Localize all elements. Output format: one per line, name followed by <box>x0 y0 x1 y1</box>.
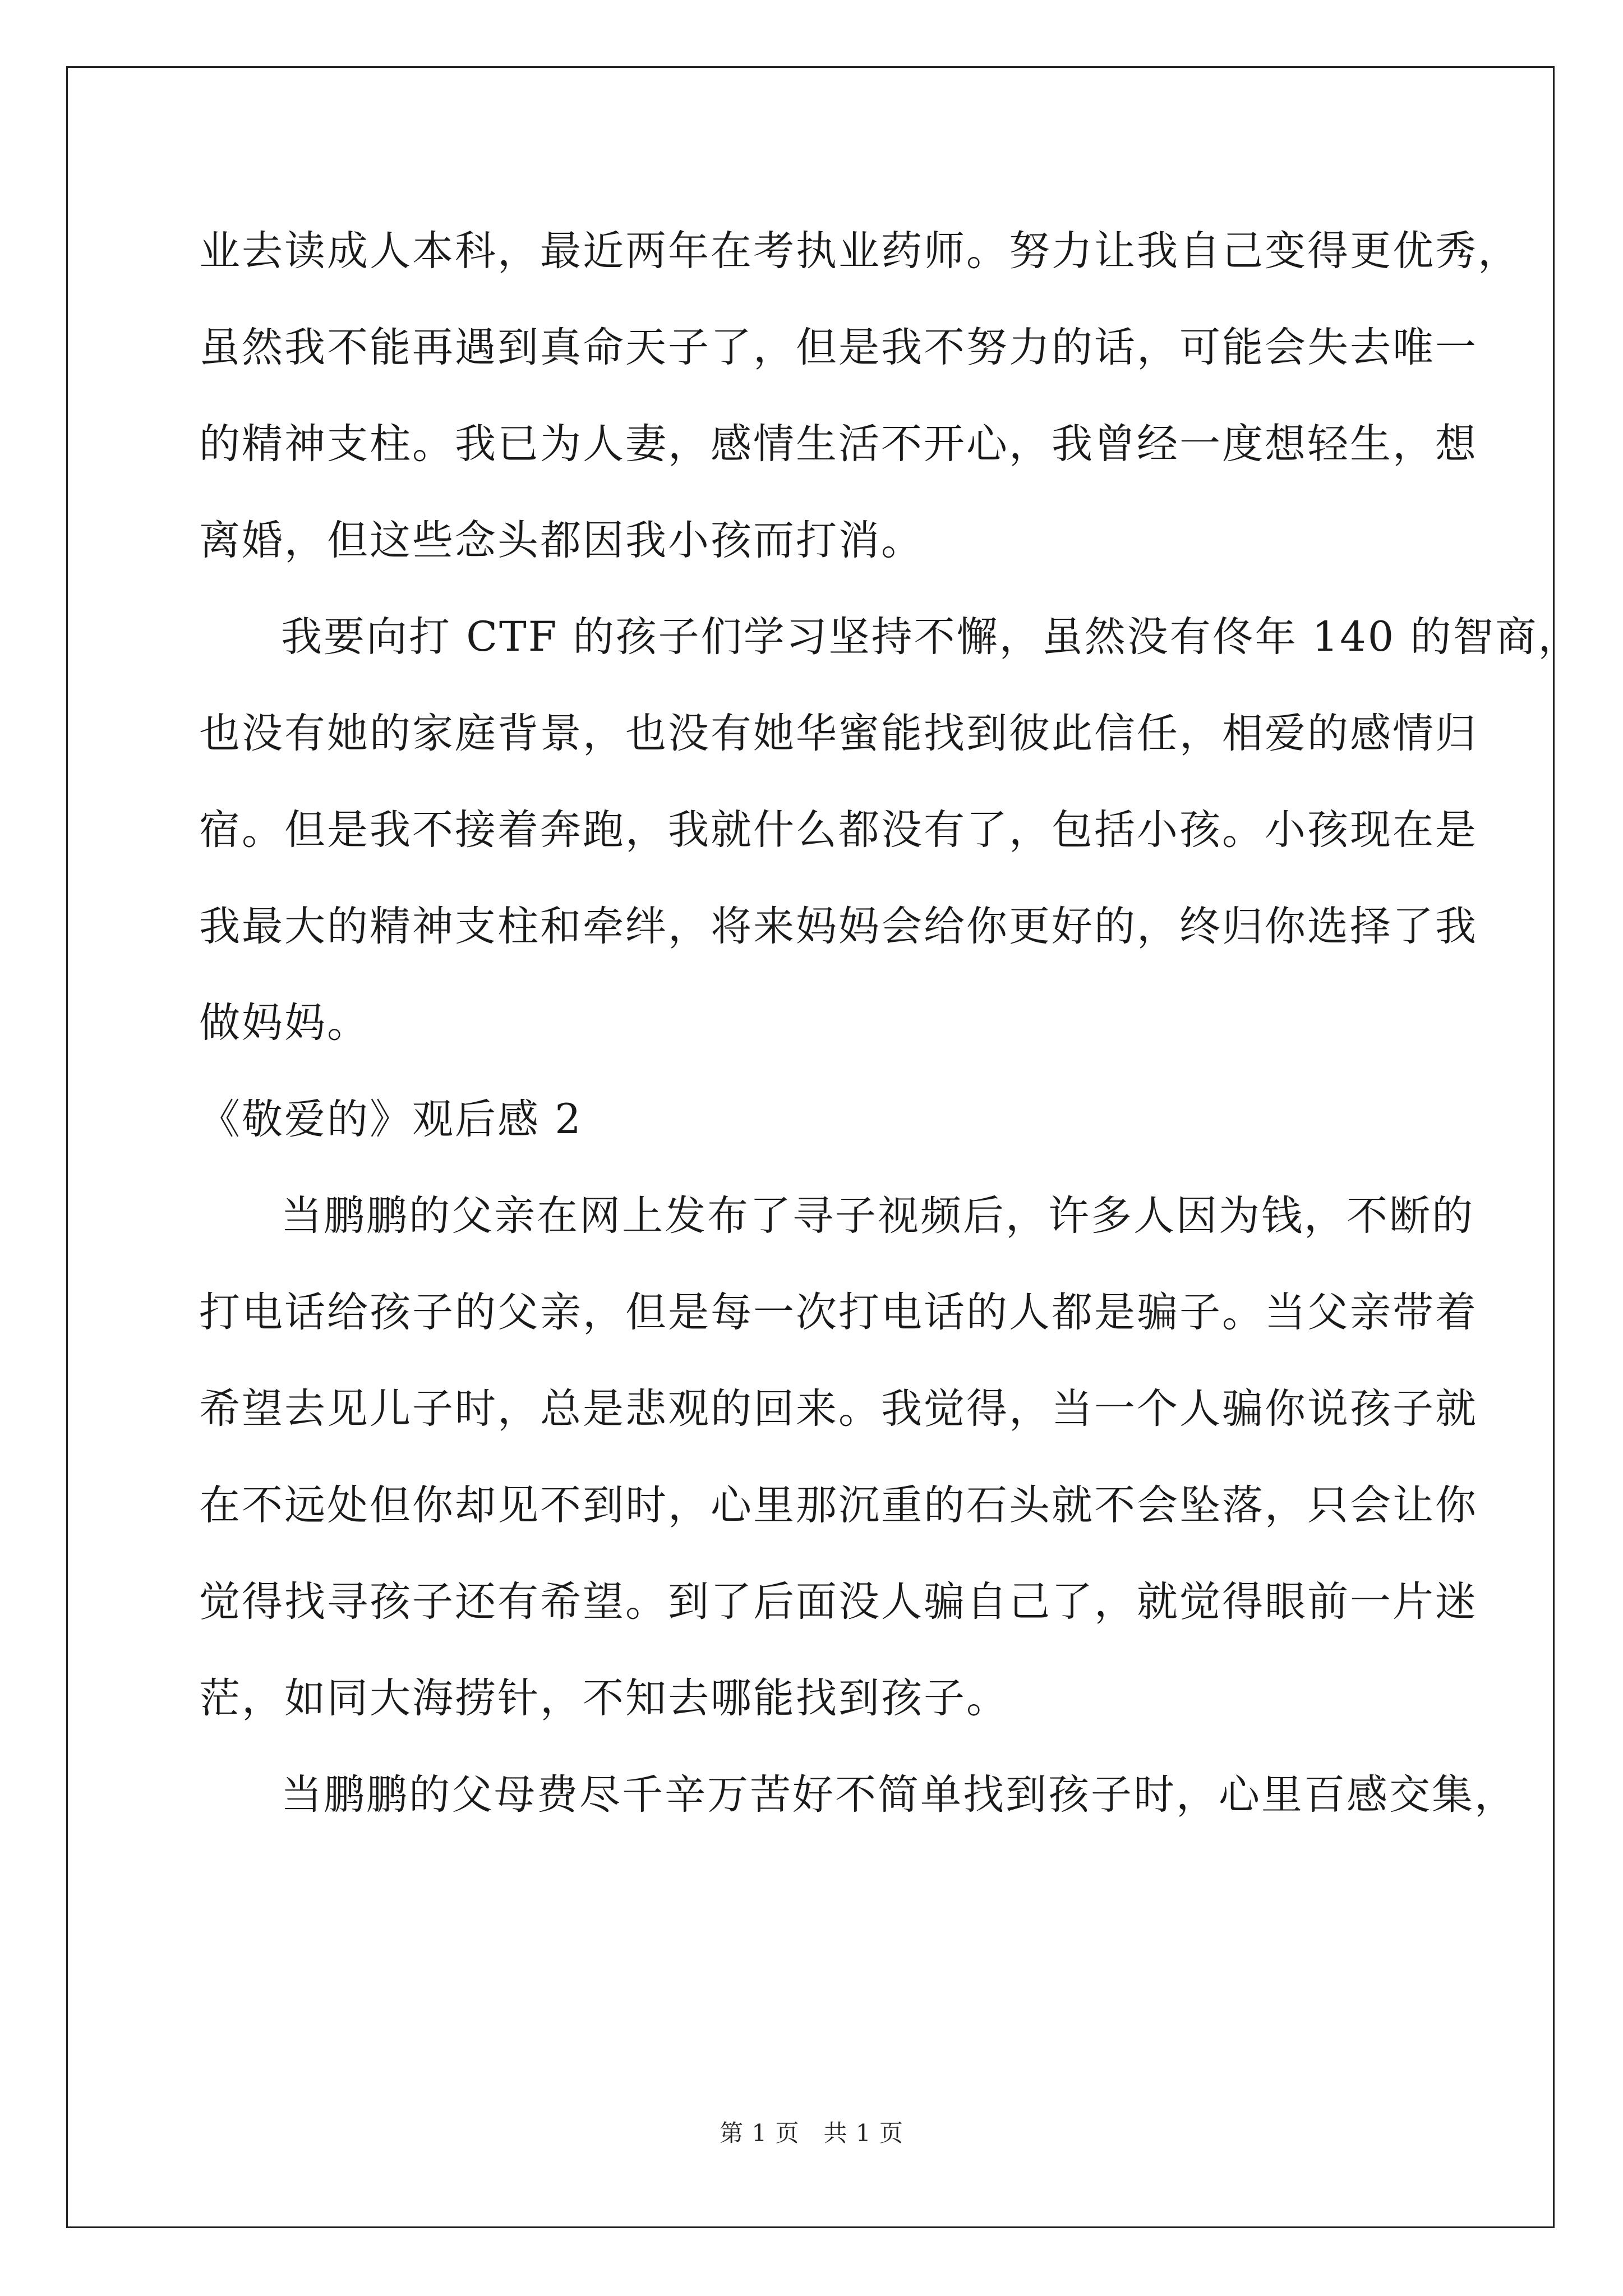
text-line: 觉得找寻孩子还有希望。到了后面没人骗自己了，就觉得眼前一片迷 <box>199 1578 1478 1626</box>
text-line: 做妈妈。 <box>199 999 370 1047</box>
section-heading: 《敬爱的》观后感 2 <box>199 1096 583 1143</box>
page-footer: 第 1 页 共 1 页 <box>720 2119 903 2147</box>
paragraph-start-line: 我要向打 CTF 的孩子们学习坚持不懈，虽然没有佟年 140 的智商， <box>281 613 1581 661</box>
text-line: 希望去见儿子时，总是悲观的回来。我觉得，当一个人骗你说孩子就 <box>199 1385 1478 1433</box>
text-line: 离婚，但这些念头都因我小孩而打消。 <box>199 517 924 564</box>
text-line: 茫，如同大海捞针，不知去哪能找到孩子。 <box>199 1674 1009 1722</box>
text-line: 宿。但是我不接着奔跑，我就什么都没有了，包括小孩。小孩现在是 <box>199 806 1478 854</box>
text-line: 虽然我不能再遇到真命天子了，但是我不努力的话，可能会失去唯一 <box>199 324 1478 371</box>
text-line: 也没有她的家庭背景，也没有她华蜜能找到彼此信任，相爱的感情归 <box>199 710 1478 757</box>
paragraph-start-line: 当鹏鹏的父亲在网上发布了寻子视频后，许多人因为钱，不断的 <box>281 1192 1474 1240</box>
text-line: 在不远处但你却见不到时，心里那沉重的石头就不会坠落，只会让你 <box>199 1481 1478 1529</box>
paragraph-start-line: 当鹏鹏的父母费尽千辛万苦好不简单找到孩子时，心里百感交集， <box>281 1771 1517 1819</box>
text-line: 业去读成人本科，最近两年在考执业药师。努力让我自己变得更优秀， <box>199 227 1520 275</box>
text-line: 我最大的精神支柱和牵绊，将来妈妈会给你更好的，终归你选择了我 <box>199 903 1478 950</box>
text-line: 打电话给孩子的父亲，但是每一次打电话的人都是骗子。当父亲带着 <box>199 1289 1478 1336</box>
text-line: 的精神支柱。我已为人妻，感情生活不开心，我曾经一度想轻生，想 <box>199 420 1478 468</box>
